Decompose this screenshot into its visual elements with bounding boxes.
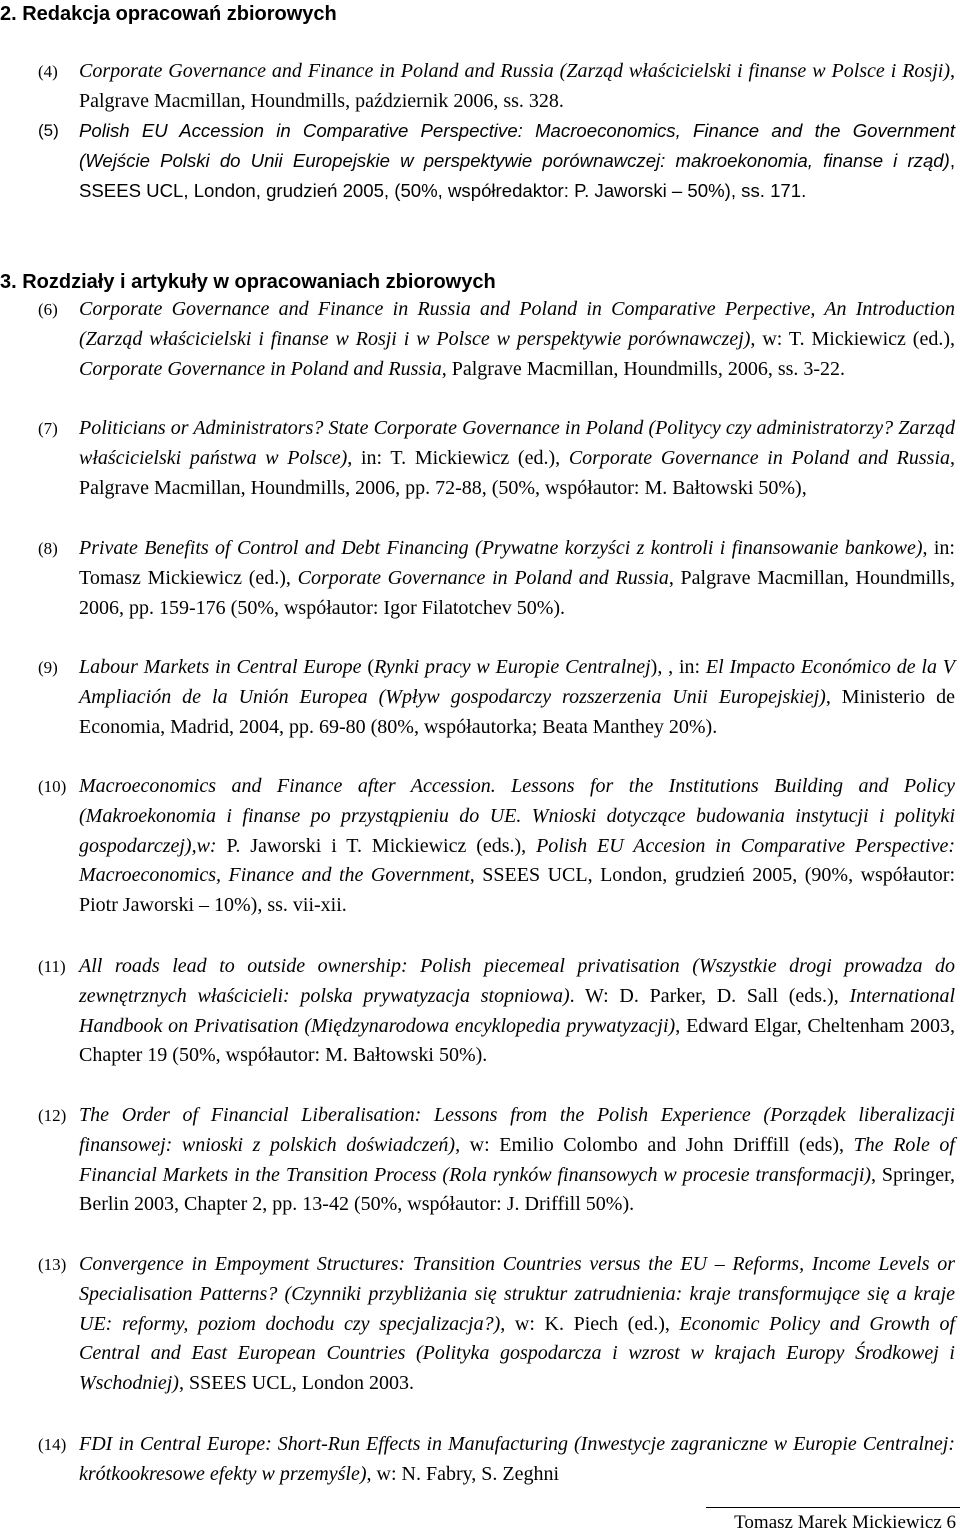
item-details: , in: Tomasz Mickiewicz (ed.), bbox=[79, 537, 955, 589]
item-number: (8) bbox=[38, 539, 58, 558]
item-details: ( bbox=[361, 656, 375, 678]
footer-divider bbox=[706, 1507, 960, 1508]
item-details: , Ministerio de Economia, Madrid, 2004, pp. 69-80 (80%, współautorka; Beata Manthey 20%). bbox=[79, 685, 955, 738]
book-title: Corporate Governance in Poland and Russia bbox=[79, 357, 442, 380]
list-item bbox=[38, 1250, 956, 1399]
item-details: . W: D. Parker, D. Sall (eds.), bbox=[569, 984, 850, 1007]
book-title: The Role of Financial Markets in the Transition Process (Rola rynków finansowych w procesie transformacji) bbox=[79, 1133, 955, 1186]
item-number: (5) bbox=[38, 121, 59, 140]
item-details: , SSEES UCL, London, grudzień 2005, (90%, współautor: Piotr Jaworski – 10%), ss. vii-xii. bbox=[79, 864, 956, 917]
list-item bbox=[38, 952, 955, 1071]
list-item bbox=[38, 1101, 955, 1220]
list-item bbox=[38, 653, 955, 742]
item-title: The Order of Financial Liberalisation: Lessons from the Polish Experience (Porządek liberalizacji finansowej: wnioski z polskich doświadczeń), bbox=[79, 1104, 955, 1156]
item-number: (9) bbox=[38, 658, 58, 677]
item-details: , SSEES UCL, London, grudzień 2005, (50%, współredaktor: P. Jaworski – 50%), ss. 171. bbox=[79, 149, 955, 201]
item-title: Private Benefits of Control and Debt Financing (Prywatne korzyści z kontroli i finansowanie bankowe) bbox=[79, 537, 923, 559]
page-footer: Tomasz Marek Mickiewicz 6 bbox=[734, 1512, 956, 1533]
item-number: (13) bbox=[38, 1255, 67, 1274]
book-title: International Handbook on Privatisation (Międzynarodowa encyklopedia prywatyzacji) bbox=[79, 984, 955, 1037]
list-item bbox=[38, 1430, 955, 1490]
book-title: Corporate Governance in Poland and Russia bbox=[297, 566, 669, 589]
item-details: , Palgrave Macmillan, Houndmills, październik 2006, ss. 328. bbox=[79, 60, 955, 112]
list-item bbox=[38, 295, 955, 384]
item-details: P. Jaworski i T. Mickiewicz (eds.), bbox=[216, 834, 537, 857]
item-number: (11) bbox=[38, 957, 66, 976]
item-details: , SSEES UCL, London 2003. bbox=[178, 1372, 415, 1395]
book-title: El Impacto Económico de la V Ampliación de la Unión Europea (Wpływ gospodarczy rozszerzenia Unii Europejskiej) bbox=[79, 656, 955, 708]
item-details: , w: N. Fabry, S. Zeghni bbox=[366, 1462, 560, 1485]
item-number: (14) bbox=[38, 1435, 67, 1454]
list-item bbox=[38, 116, 955, 205]
item-title: Polish EU Accession in Comparative Perspective: Macroeconomics, Finance and the Government (Wejście Polski do Unii Europejskie w perspektywie porównawczej: makroekonomia, finanse i rząd) bbox=[79, 120, 955, 171]
list-item bbox=[38, 414, 956, 503]
item-title: All roads lead to outside ownership: Polish piecemeal privatisation (Wszystkie drogi prowadza do zewnętrznych właścicieli: polska prywatyzacja stopniowa) bbox=[79, 955, 955, 1007]
book-title: Corporate Governance in Poland and Russia bbox=[568, 446, 951, 469]
item-title: Corporate Governance and Finance in Russia and Poland in Comparative Perpective, An Introduction (Zarząd właścicielski i finanse w Rosji i w Polsce w perspektywie porównawczej) bbox=[79, 298, 955, 350]
item-title-translation: Rynki pracy w Europie Centralnej bbox=[374, 656, 651, 678]
list-item bbox=[38, 772, 956, 921]
item-title: Labour Markets in Central Europe bbox=[79, 656, 362, 678]
item-details: , Palgrave Macmillan, Houndmills, 2006, ss. 3-22. bbox=[441, 357, 846, 380]
item-details: , Palgrave Macmillan, Houndmills, 2006, pp. 72-88, (50%, współautor: M. Bałtowski 50%), bbox=[79, 446, 956, 499]
item-details: , w: K. Piech (ed.), bbox=[500, 1312, 680, 1335]
item-details: , Edward Elgar, Cheltenham 2003, Chapter 19 (50%, współautor: M. Bałtowski 50%). bbox=[79, 1014, 955, 1067]
section-heading: 3. Rozdziały i artykuły w opracowaniach zbiorowych bbox=[0, 271, 496, 293]
item-details: , w: T. Mickiewicz (ed.), bbox=[750, 327, 955, 350]
item-title: Convergence in Empoyment Structures: Transition Countries versus the EU – Reforms, Income Levels or Specialisation Patterns? (Czynniki przybliżania się struktur zatrudnienia: kraje transformujące się a kraje UE: reformy, poziom dochodu czy specjalizacja?) bbox=[79, 1253, 955, 1335]
book-title: Polish EU Accesion in Comparative Perspective: Macroeconomics, Finance and the Government bbox=[79, 834, 955, 887]
item-title: FDI in Central Europe: Short-Run Effects in Manufacturing (Inwestycje zagraniczne w Europie Centralnej: krótkookresowe efekty w przemyśle) bbox=[79, 1433, 955, 1485]
item-details: , Springer, Berlin 2003, Chapter 2, pp. 13-42 (50%, współautor: J. Driffill 50%). bbox=[79, 1163, 955, 1216]
item-details: , Palgrave Macmillan, Houndmills, 2006, pp. 159-176 (50%, współautor: Igor Filatotchev 50%). bbox=[79, 566, 955, 619]
item-details: w: Emilio Colombo and John Driffill (eds), bbox=[460, 1133, 854, 1156]
item-number: (6) bbox=[38, 300, 58, 319]
item-title: Macroeconomics and Finance after Accession. Lessons for the Institutions Building and Policy (Makroekonomia i finanse po przystąpieniu do UE. Wnioski dotyczące budowania instytucji i polityki gospodarczej),w: bbox=[79, 775, 955, 857]
book-title: Economic Policy and Growth of Central and East European Countries (Polityka gospodarcza i wzrost w krajach Europy Środkowej i Wschodniej) bbox=[79, 1312, 956, 1395]
section-heading: 2. Redakcja opracowań zbiorowych bbox=[0, 3, 337, 25]
item-title: Corporate Governance and Finance in Poland and Russia (Zarząd właścicielski i finanse w Polsce i Rosji) bbox=[79, 60, 950, 82]
list-item bbox=[38, 57, 955, 117]
item-number: (12) bbox=[38, 1106, 67, 1125]
item-details: , in: T. Mickiewicz (ed.), bbox=[347, 446, 569, 469]
item-details: ), , in: bbox=[650, 656, 706, 678]
list-item bbox=[38, 534, 955, 623]
item-number: (4) bbox=[38, 62, 58, 81]
item-title: Politicians or Administrators? State Corporate Governance in Poland (Politycy czy administratorzy? Zarząd właścicielski państwa w Polsce) bbox=[79, 417, 955, 469]
item-number: (7) bbox=[38, 419, 58, 438]
item-number: (10) bbox=[38, 777, 67, 796]
